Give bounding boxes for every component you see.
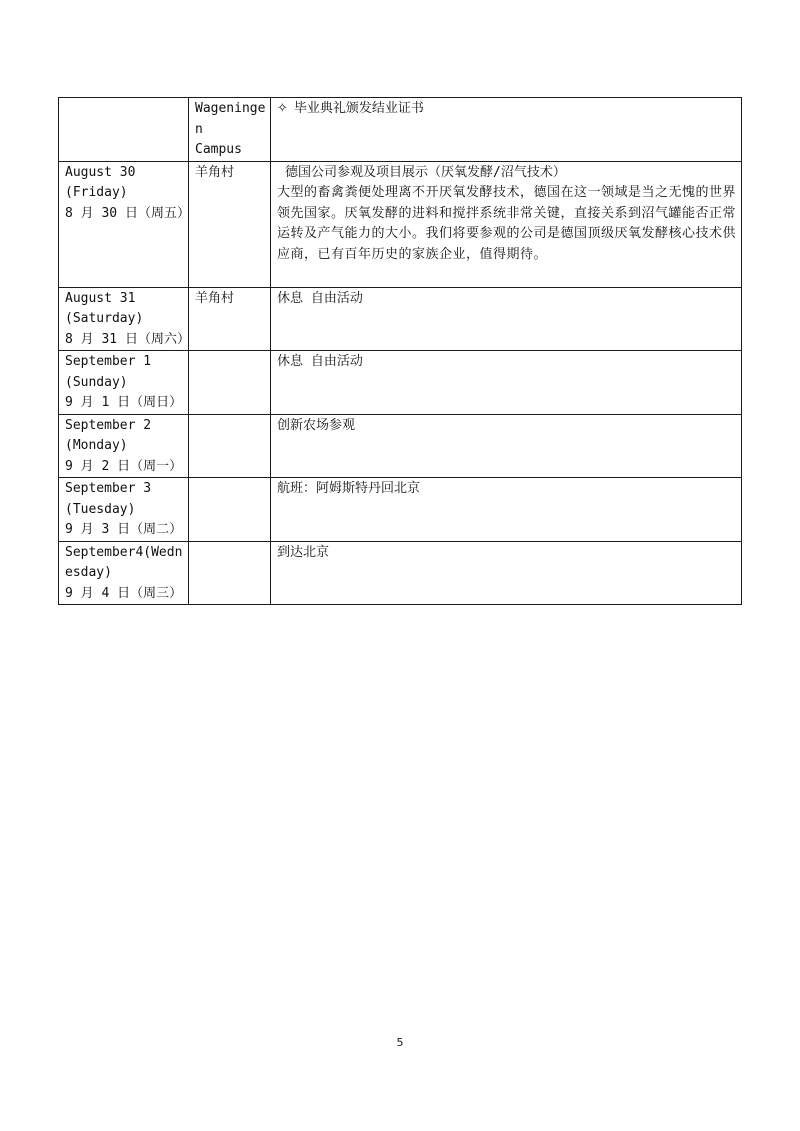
- activity-title: 毕业典礼颁发结业证书: [293, 101, 424, 116]
- activity-title: 到达北京: [277, 544, 330, 560]
- date-cell: [59, 541, 189, 605]
- weekday-english: esday): [65, 565, 112, 580]
- date-chinese: 9 月 3 日（周二）: [65, 522, 183, 537]
- date-english: September 1: [65, 354, 152, 369]
- date-chinese: 9 月 2 日（周一）: [65, 458, 183, 474]
- itinerary-table: [58, 97, 742, 605]
- weekday-english: (Friday): [65, 185, 128, 200]
- activity-cell: [271, 98, 742, 162]
- location-line: 羊角村: [195, 290, 235, 306]
- table-row: [59, 414, 742, 478]
- date-cell: [59, 98, 189, 162]
- date-english: September 3: [65, 481, 152, 496]
- weekday-english: (Saturday): [65, 311, 144, 326]
- date-cell: [59, 287, 189, 351]
- date-cell: [59, 414, 189, 478]
- table-row: [59, 287, 742, 351]
- date-chinese: 9 月 4 日（周三）: [65, 585, 183, 601]
- weekday-english: (Sunday): [65, 374, 128, 390]
- location-line: Wageningen: [195, 101, 266, 137]
- activity-title: 休息 自由活动: [277, 290, 363, 306]
- location-cell: [189, 414, 271, 478]
- date-cell: [59, 478, 189, 542]
- table-row: [59, 541, 742, 605]
- location-cell: [189, 478, 271, 542]
- table-row: [59, 351, 742, 415]
- date-chinese: 8 月 30 日（周五）: [65, 205, 190, 221]
- date-cell: [59, 161, 189, 287]
- weekday-english: (Monday): [65, 438, 128, 453]
- location-cell: [189, 541, 271, 605]
- date-english: September4(Wedn: [65, 544, 183, 560]
- activity-title: 休息 自由活动: [277, 354, 363, 369]
- activity-title: 创新农场参观: [277, 417, 356, 433]
- activity-cell: [271, 414, 742, 478]
- activity-cell: [271, 478, 742, 542]
- date-chinese: 8 月 31 日（周六）: [65, 331, 190, 347]
- activity-title-line: [277, 99, 737, 120]
- location-line: Campus: [195, 142, 242, 157]
- date-cell: [59, 351, 189, 415]
- date-english: August 31: [65, 290, 136, 306]
- weekday-english: (Tuesday): [65, 501, 136, 517]
- activity-cell: [271, 161, 742, 287]
- activity-cell: [271, 287, 742, 351]
- location-cell: [189, 287, 271, 351]
- table-row: [59, 98, 742, 162]
- location-cell: [189, 161, 271, 287]
- activity-description: 大型的畜禽粪便处理离不开厌氧发酵技术，德国在这一领域是当之无愧的世界领先国家。厌氧发酵的进料和搅拌系统非常关键，直接关系到沼气罐能否正常运转及产气能力的大小。我们将要参观的公司是德国顶级厌氧发酵核心技术供应商，已有百年历史的家族企业，值得期待。: [277, 185, 737, 262]
- activity-title: 德国公司参观及项目展示（厌氧发酵/沼气技术）: [285, 164, 566, 180]
- activity-cell: [271, 541, 742, 605]
- table-row: [59, 478, 742, 542]
- date-chinese: 9 月 1 日（周日）: [65, 395, 183, 410]
- page-number: 5: [396, 1036, 404, 1049]
- date-english: August 30: [65, 164, 136, 180]
- diamond-bullet-icon: ✧: [277, 101, 288, 116]
- location-cell: [189, 351, 271, 415]
- activity-cell: [271, 351, 742, 415]
- activity-title: 航班：阿姆斯特丹回北京: [277, 481, 421, 496]
- date-english: September 2: [65, 417, 152, 433]
- table-row: [59, 161, 742, 287]
- location-line: 羊角村: [195, 164, 235, 180]
- location-cell: [189, 98, 271, 162]
